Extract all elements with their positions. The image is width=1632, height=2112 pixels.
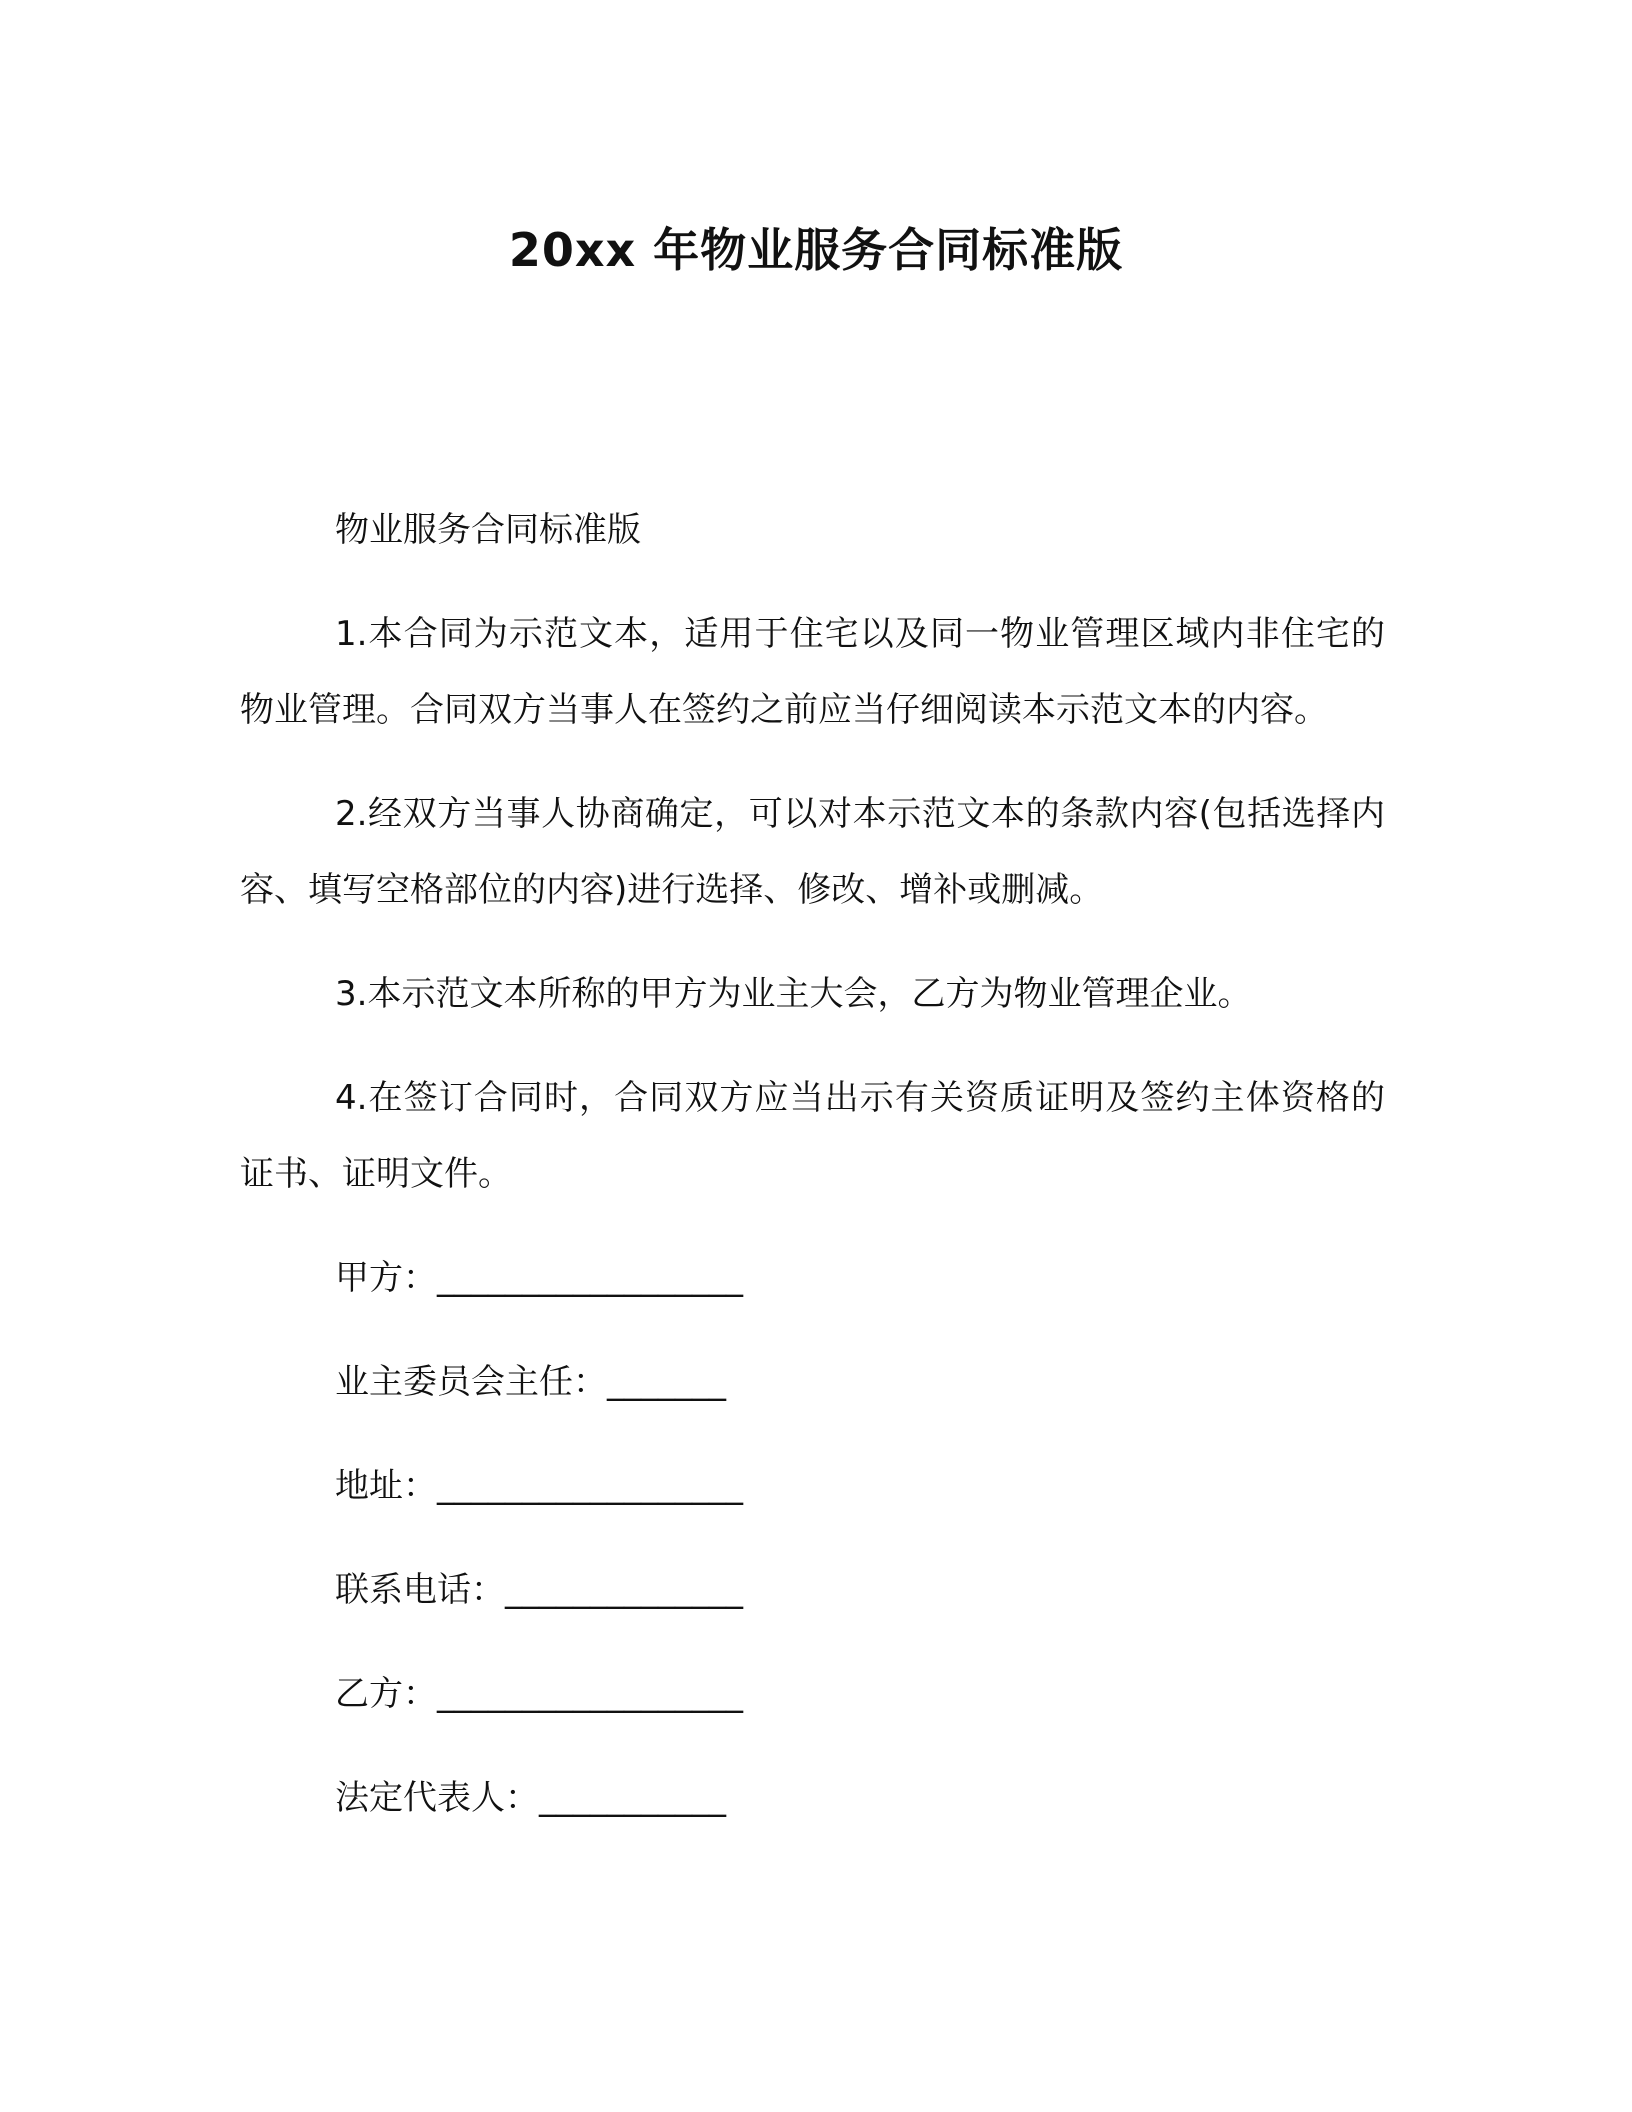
legal-representative-field xyxy=(240,1760,1385,1836)
document-body xyxy=(240,492,1385,1864)
committee-director-field xyxy=(240,1344,1385,1420)
party-a-label: 甲方： xyxy=(335,1258,437,1298)
phone-blank: ______________ xyxy=(505,1570,743,1610)
clause-paragraph-4: 4.在签订合同时，合同双方应当出示有关资质证明及签约主体资格的证书、证明文件。 xyxy=(240,1078,1385,1194)
legal-representative-blank: ___________ xyxy=(539,1778,726,1818)
party-b-blank: __________________ xyxy=(437,1674,743,1714)
committee-director-label: 业主委员会主任： xyxy=(335,1362,607,1402)
document-subtitle: 物业服务合同标准版 xyxy=(335,510,641,550)
party-b-label: 乙方： xyxy=(335,1674,437,1714)
phone-label: 联系电话： xyxy=(335,1570,505,1610)
party-b-field xyxy=(240,1656,1385,1732)
clause-paragraph-2: 2.经双方当事人协商确定，可以对本示范文本的条款内容(包括选择内容、填写空格部位的内容)进行选择、修改、增补或删减。 xyxy=(240,794,1385,910)
party-a-field xyxy=(240,1240,1385,1316)
committee-director-blank: _______ xyxy=(607,1362,726,1402)
address-field xyxy=(240,1448,1385,1524)
party-a-blank: __________________ xyxy=(437,1258,743,1298)
address-blank: __________________ xyxy=(437,1466,743,1506)
document-title: 20xx 年物业服务合同标准版 xyxy=(508,223,1124,277)
legal-representative-label: 法定代表人： xyxy=(335,1778,539,1818)
address-label: 地址： xyxy=(335,1466,437,1506)
clause-paragraph-1: 1.本合同为示范文本，适用于住宅以及同一物业管理区域内非住宅的物业管理。合同双方当事人在签约之前应当仔细阅读本示范文本的内容。 xyxy=(240,614,1385,730)
clause-paragraph-3: 3.本示范文本所称的甲方为业主大会，乙方为物业管理企业。 xyxy=(335,974,1252,1014)
phone-field xyxy=(240,1552,1385,1628)
